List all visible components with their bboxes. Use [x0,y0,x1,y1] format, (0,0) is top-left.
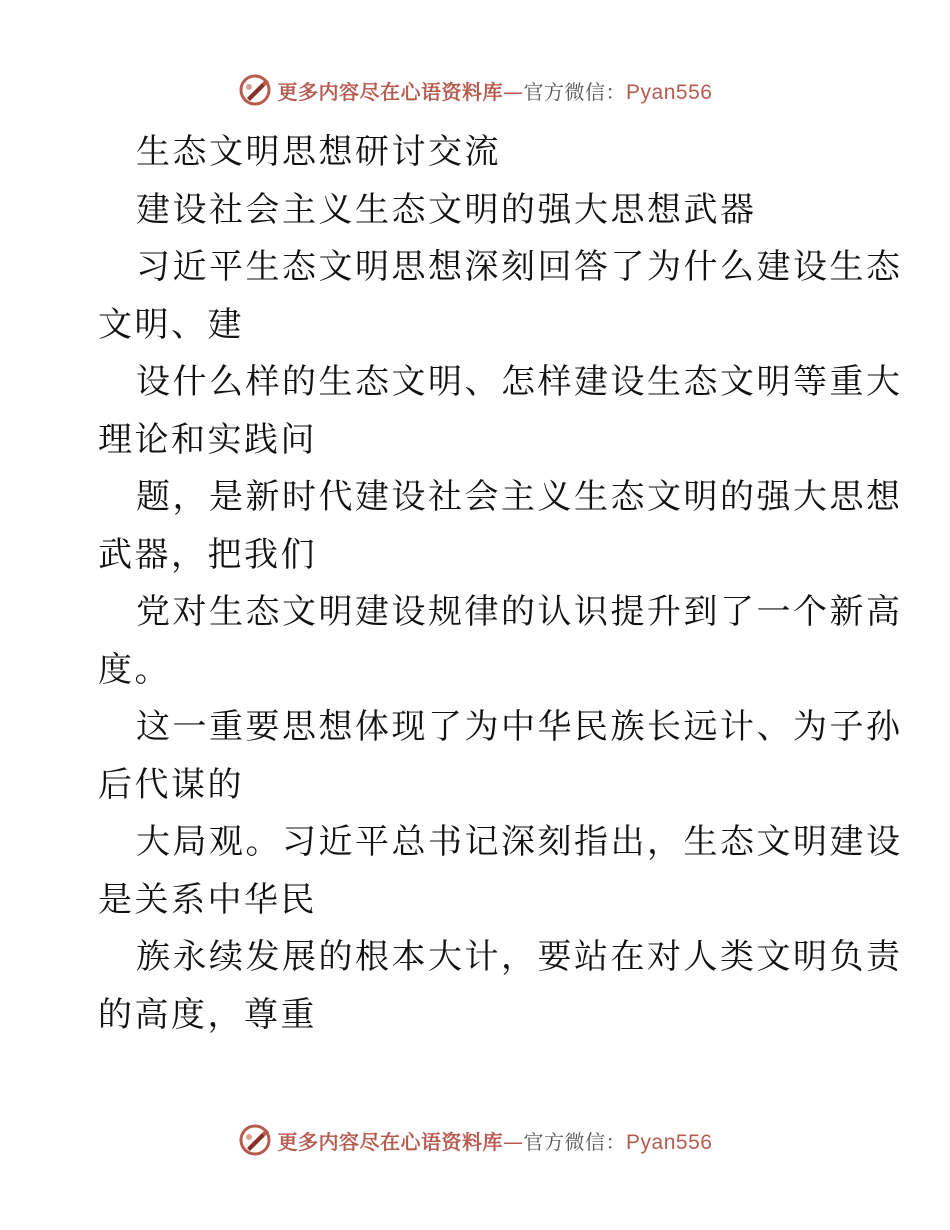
banner-brand: 更多内容尽在心语资料库 [277,79,504,104]
banner-wechat-id: Pyan556 [626,1130,713,1154]
text-line: 习近平生态文明思想深刻回答了为什么建设生态 [136,247,903,287]
logo-icon [238,73,272,107]
banner-text [278,76,713,105]
text-line: 建设社会主义生态文明的强大思想武器 [136,189,757,230]
text-line: 题，是新时代建设社会主义生态文明的强大思想 [136,477,903,517]
text-line: 理论和实践问 [98,419,317,460]
text-line: 度。 [98,649,171,690]
text-line: 后代谋的 [98,764,244,805]
footer-banner [0,1122,950,1158]
header-banner [0,72,950,108]
text-line: 党对生态文明建设规律的认识提升到了一个新高 [136,592,903,632]
text-line: 设什么样的生态文明、怎样建设生态文明等重大 [136,362,903,402]
text-line: 武器，把我们 [98,534,317,575]
logo-icon [238,1123,272,1157]
document-body [98,124,903,1044]
text-line: 是关系中华民 [98,879,317,920]
banner-label: 官方微信： [523,79,627,104]
banner-dash: — [503,79,524,104]
text-line: 生态文明思想研讨交流 [136,132,501,172]
text-line: 的高度，尊重 [98,994,317,1035]
text-line: 族永续发展的根本大计，要站在对人类文明负责 [136,937,903,977]
banner-brand: 更多内容尽在心语资料库 [277,1129,504,1154]
banner-label: 官方微信： [523,1129,627,1154]
text-line: 大局观。习近平总书记深刻指出，生态文明建设 [136,822,903,862]
banner-text [278,1126,713,1155]
banner-wechat-id: Pyan556 [626,80,713,104]
text-line: 这一重要思想体现了为中华民族长远计、为子孙 [136,707,903,747]
text-line: 文明、建 [98,304,244,345]
banner-dash: — [503,1129,524,1154]
